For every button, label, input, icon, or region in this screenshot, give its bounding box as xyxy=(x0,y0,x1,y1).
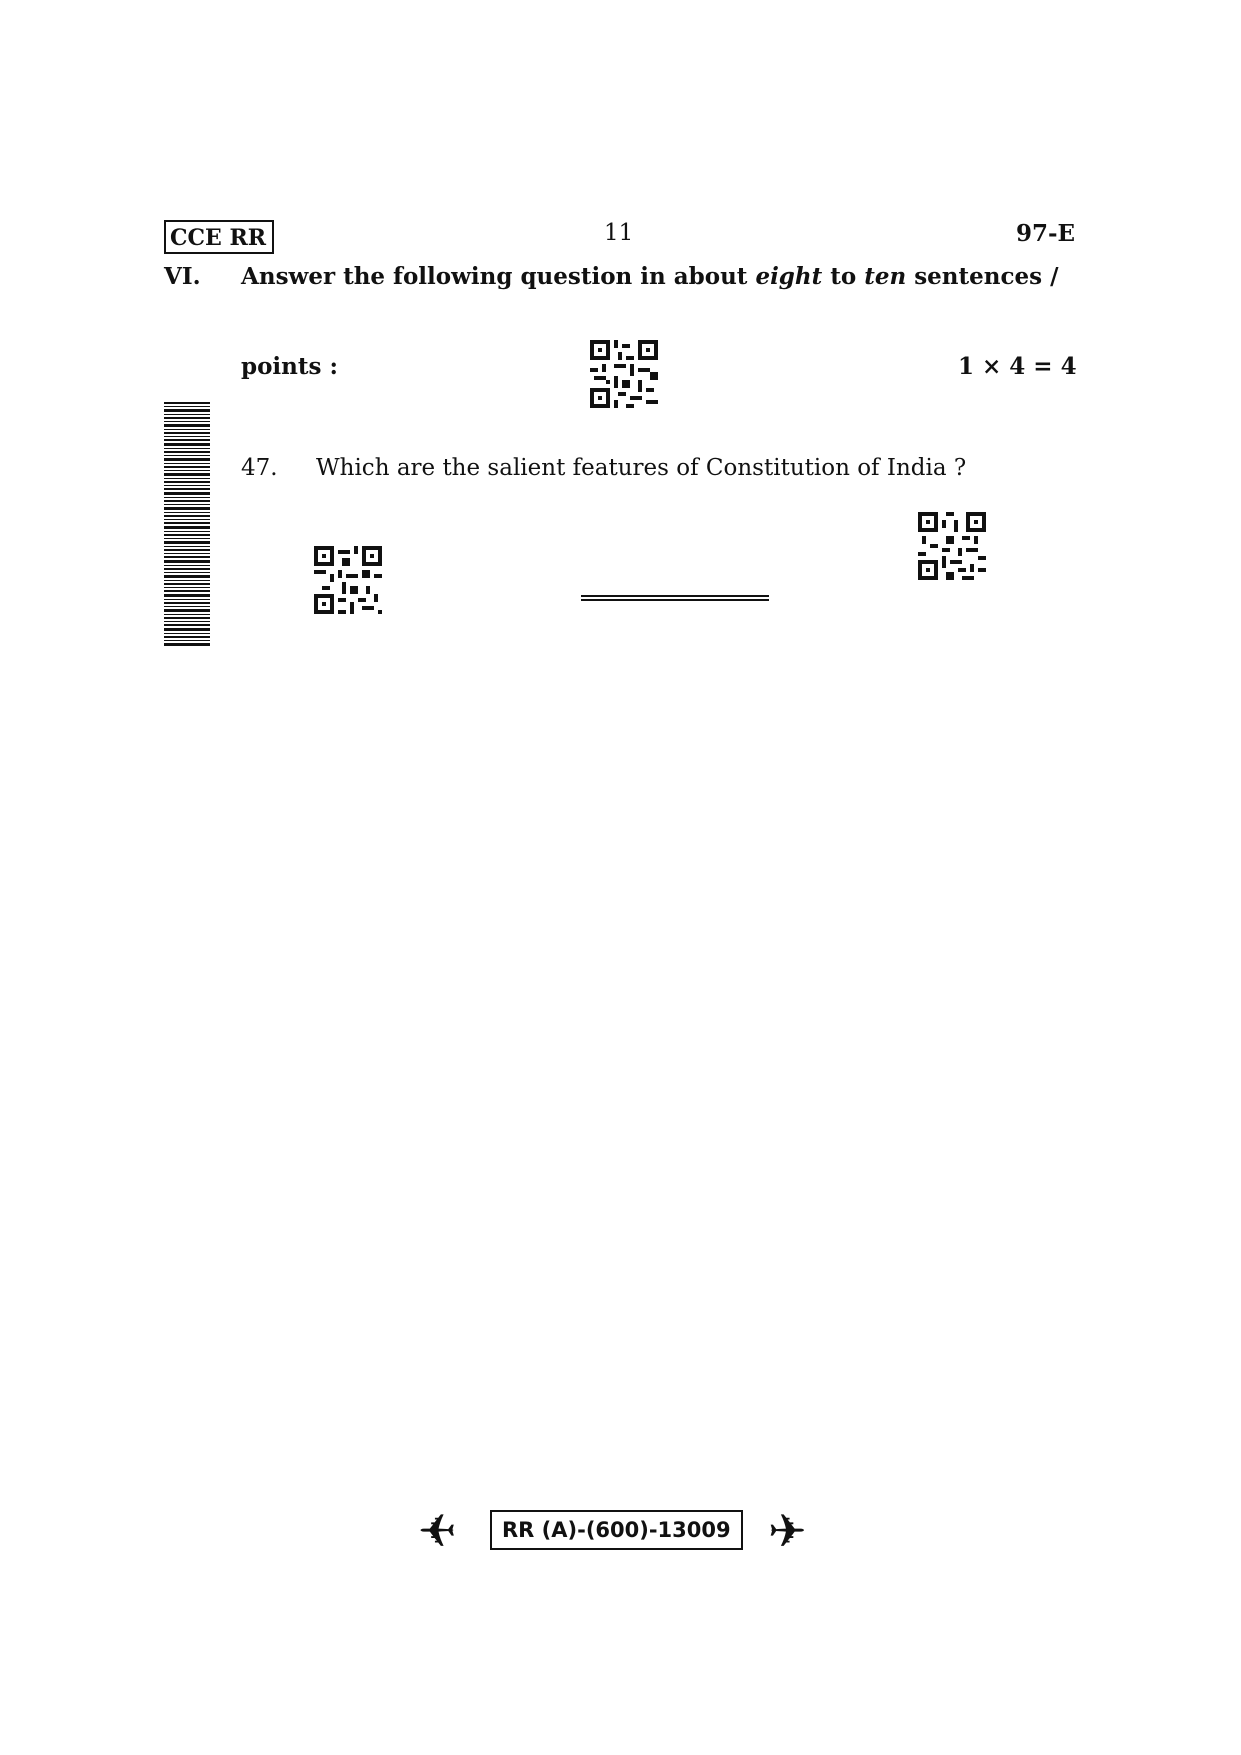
subject-code: 97-E xyxy=(1016,220,1076,247)
footer-code-box: RR (A)-(600)-13009 xyxy=(490,1510,743,1550)
barcode-icon xyxy=(164,402,210,646)
instruction-emphasis-eight: eight xyxy=(755,263,823,290)
instruction-emphasis-ten: ten xyxy=(864,263,907,290)
marks-allocation: 1 × 4 = 4 xyxy=(958,353,1077,380)
instruction-text-1: Answer the following question in about xyxy=(241,263,756,290)
airplane-icon: ✈ xyxy=(768,1504,807,1558)
instruction-text-3: sentences / xyxy=(906,263,1059,290)
qr-code-left xyxy=(314,546,382,614)
question-text: Which are the salient features of Constitution of India ? xyxy=(316,455,967,481)
airplane-icon: ✈ xyxy=(418,1504,457,1558)
qr-code-top xyxy=(590,340,658,408)
exam-code-box: CCE RR xyxy=(164,220,274,254)
section-instruction xyxy=(241,263,1059,290)
instruction-text-2: to xyxy=(822,263,865,290)
page-number: 11 xyxy=(604,220,634,246)
section-number: VI. xyxy=(164,263,201,290)
question-number: 47. xyxy=(241,455,278,481)
end-of-section-rule xyxy=(581,595,769,601)
instruction-continuation: points : xyxy=(241,353,338,380)
qr-code-right xyxy=(918,512,986,580)
